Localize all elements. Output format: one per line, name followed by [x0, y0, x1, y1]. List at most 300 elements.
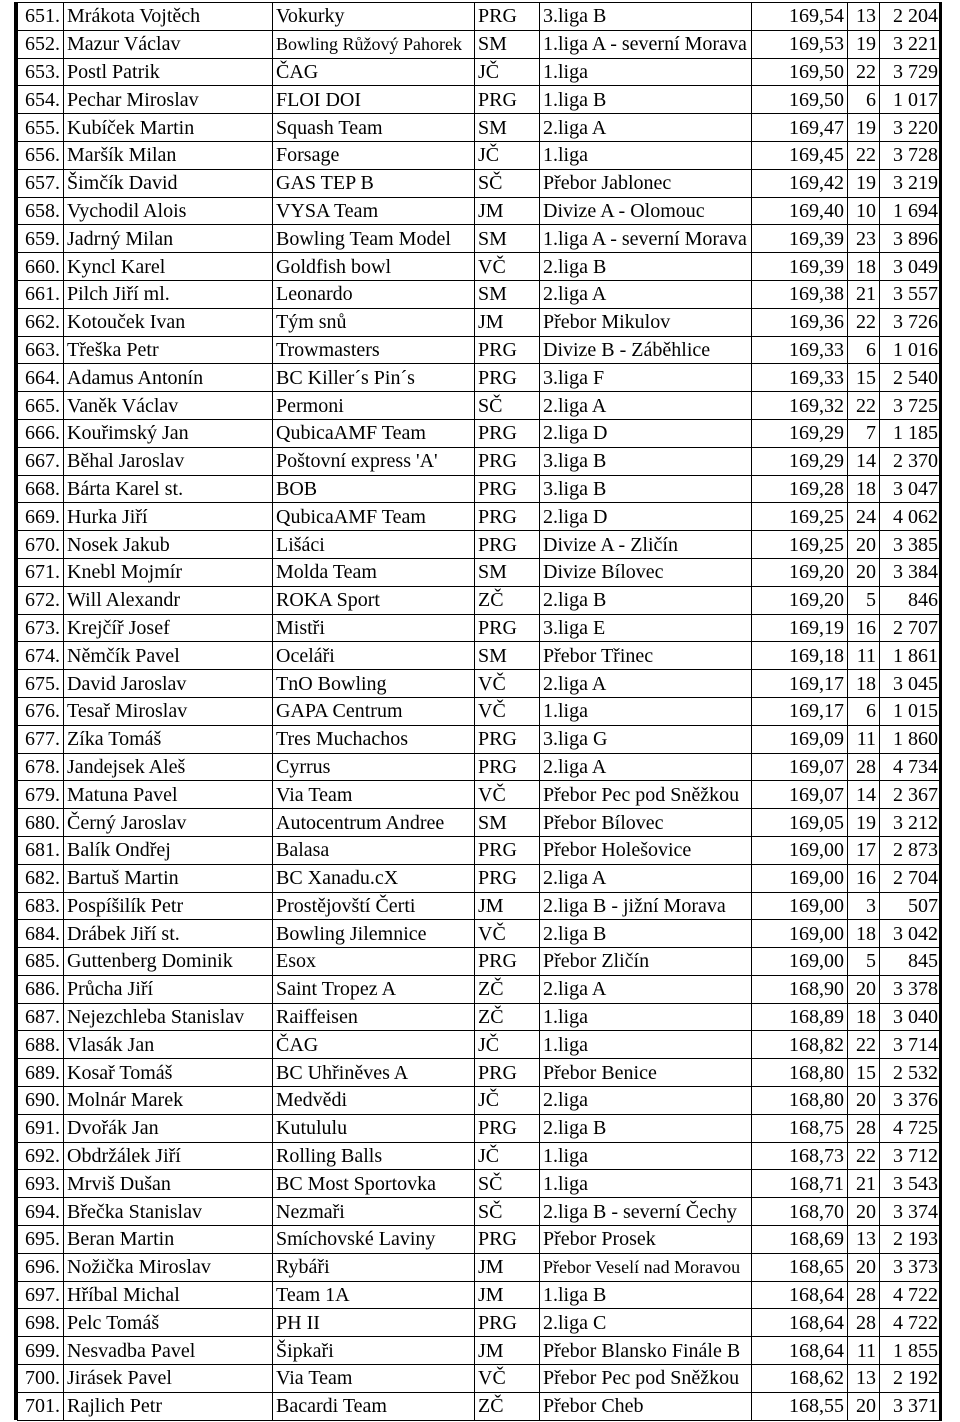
table-row — [18, 948, 942, 976]
cell-total-pins: 1 694 — [880, 197, 942, 225]
cell-team-name: Poštovní express 'A' — [273, 447, 475, 475]
cell-games: 13 — [848, 1365, 880, 1393]
cell-average: 169,54 — [752, 3, 848, 31]
cell-player-name: Adamus Antonín — [64, 364, 273, 392]
cell-region: SČ — [475, 1170, 540, 1198]
cell-rank: 669. — [18, 503, 64, 531]
cell-average: 169,00 — [752, 864, 848, 892]
cell-total-pins: 4 722 — [880, 1281, 942, 1309]
table-row — [18, 558, 942, 586]
table-row — [18, 586, 942, 614]
cell-region: SM — [475, 558, 540, 586]
table-row — [18, 1059, 942, 1087]
cell-league: 1.liga — [540, 141, 752, 169]
cell-rank: 690. — [18, 1087, 64, 1115]
cell-player-name: Pilch Jiří ml. — [64, 280, 273, 308]
cell-team-name: Šipkaři — [273, 1337, 475, 1365]
cell-games: 6 — [848, 86, 880, 114]
cell-rank: 682. — [18, 864, 64, 892]
cell-rank: 680. — [18, 809, 64, 837]
cell-rank: 666. — [18, 419, 64, 447]
cell-total-pins: 1 016 — [880, 336, 942, 364]
table-row — [18, 364, 942, 392]
cell-player-name: Kyncl Karel — [64, 253, 273, 281]
cell-player-name: Černý Jaroslav — [64, 809, 273, 837]
cell-region: SČ — [475, 392, 540, 420]
cell-player-name: Vaněk Václav — [64, 392, 273, 420]
cell-region: JM — [475, 308, 540, 336]
cell-total-pins: 2 540 — [880, 364, 942, 392]
cell-games: 28 — [848, 753, 880, 781]
cell-team-name: Trowmasters — [273, 336, 475, 364]
cell-average: 168,69 — [752, 1226, 848, 1254]
cell-games: 21 — [848, 280, 880, 308]
table-row — [18, 836, 942, 864]
table-row — [18, 1170, 942, 1198]
cell-total-pins: 3 543 — [880, 1170, 942, 1198]
cell-player-name: Matuna Pavel — [64, 781, 273, 809]
table-row — [18, 1198, 942, 1226]
cell-player-name: Vychodil Alois — [64, 197, 273, 225]
cell-rank: 660. — [18, 253, 64, 281]
cell-player-name: Dvořák Jan — [64, 1114, 273, 1142]
cell-region: PRG — [475, 864, 540, 892]
cell-games: 15 — [848, 1059, 880, 1087]
cell-games: 20 — [848, 558, 880, 586]
cell-rank: 691. — [18, 1114, 64, 1142]
cell-team-name: BC Most Sportovka — [273, 1170, 475, 1198]
table-row — [18, 169, 942, 197]
cell-team-name: Via Team — [273, 1365, 475, 1393]
cell-total-pins: 1 015 — [880, 697, 942, 725]
ranking-table — [17, 2, 942, 1421]
cell-games: 22 — [848, 392, 880, 420]
cell-league: 1.liga — [540, 697, 752, 725]
cell-average: 169,42 — [752, 169, 848, 197]
cell-games: 7 — [848, 419, 880, 447]
cell-average: 169,19 — [752, 614, 848, 642]
table-row — [18, 920, 942, 948]
cell-team-name: FLOI DOI — [273, 86, 475, 114]
cell-rank: 692. — [18, 1142, 64, 1170]
table-row — [18, 892, 942, 920]
cell-total-pins: 2 707 — [880, 614, 942, 642]
cell-total-pins: 846 — [880, 586, 942, 614]
cell-team-name: ROKA Sport — [273, 586, 475, 614]
table-row — [18, 1365, 942, 1393]
cell-average: 169,00 — [752, 920, 848, 948]
cell-rank: 657. — [18, 169, 64, 197]
cell-rank: 697. — [18, 1281, 64, 1309]
cell-total-pins: 3 040 — [880, 1003, 942, 1031]
cell-games: 20 — [848, 1198, 880, 1226]
cell-total-pins: 3 376 — [880, 1087, 942, 1115]
table-row — [18, 1114, 942, 1142]
cell-region: JČ — [475, 141, 540, 169]
cell-team-name: Prostějovští Čerti — [273, 892, 475, 920]
cell-total-pins: 3 219 — [880, 169, 942, 197]
cell-games: 24 — [848, 503, 880, 531]
cell-team-name: Via Team — [273, 781, 475, 809]
cell-league: 1.liga — [540, 58, 752, 86]
cell-league: 3.liga B — [540, 3, 752, 31]
cell-games: 6 — [848, 336, 880, 364]
cell-rank: 672. — [18, 586, 64, 614]
cell-rank: 658. — [18, 197, 64, 225]
cell-total-pins: 3 385 — [880, 531, 942, 559]
cell-league: 2.liga A — [540, 864, 752, 892]
cell-league: 3.liga B — [540, 447, 752, 475]
cell-average: 169,07 — [752, 781, 848, 809]
cell-average: 169,33 — [752, 336, 848, 364]
cell-league: 2.liga — [540, 1087, 752, 1115]
cell-team-name: GAPA Centrum — [273, 697, 475, 725]
cell-team-name: VYSA Team — [273, 197, 475, 225]
cell-rank: 681. — [18, 836, 64, 864]
cell-average: 169,29 — [752, 447, 848, 475]
cell-total-pins: 3 212 — [880, 809, 942, 837]
table-row — [18, 141, 942, 169]
cell-average: 169,25 — [752, 531, 848, 559]
cell-league: 2.liga D — [540, 419, 752, 447]
cell-average: 169,09 — [752, 725, 848, 753]
cell-region: PRG — [475, 336, 540, 364]
cell-league: Přebor Veselí nad Moravou — [540, 1253, 752, 1281]
cell-region: VČ — [475, 781, 540, 809]
table-row — [18, 1309, 942, 1337]
cell-player-name: Kouřimský Jan — [64, 419, 273, 447]
table-row — [18, 58, 942, 86]
cell-team-name: Goldfish bowl — [273, 253, 475, 281]
cell-average: 169,53 — [752, 30, 848, 58]
cell-player-name: David Jaroslav — [64, 670, 273, 698]
cell-player-name: Průcha Jiří — [64, 975, 273, 1003]
cell-total-pins: 3 896 — [880, 225, 942, 253]
cell-player-name: Vlasák Jan — [64, 1031, 273, 1059]
cell-team-name: GAS TEP B — [273, 169, 475, 197]
cell-rank: 688. — [18, 1031, 64, 1059]
cell-player-name: Pospíšilík Petr — [64, 892, 273, 920]
cell-league: 1.liga — [540, 1142, 752, 1170]
cell-team-name: Kutululu — [273, 1114, 475, 1142]
cell-league: 3.liga F — [540, 364, 752, 392]
cell-games: 6 — [848, 697, 880, 725]
cell-region: PRG — [475, 948, 540, 976]
table-row — [18, 864, 942, 892]
cell-games: 28 — [848, 1114, 880, 1142]
cell-team-name: BC Killer´s Pin´s — [273, 364, 475, 392]
cell-rank: 684. — [18, 920, 64, 948]
cell-average: 169,39 — [752, 253, 848, 281]
table-row — [18, 3, 942, 31]
cell-region: PRG — [475, 475, 540, 503]
cell-player-name: Nejezchleba Stanislav — [64, 1003, 273, 1031]
cell-average: 169,33 — [752, 364, 848, 392]
cell-team-name: Tres Muchachos — [273, 725, 475, 753]
cell-region: ZČ — [475, 975, 540, 1003]
cell-region: PRG — [475, 503, 540, 531]
cell-average: 169,20 — [752, 558, 848, 586]
cell-games: 16 — [848, 864, 880, 892]
cell-player-name: Balík Ondřej — [64, 836, 273, 864]
cell-region: PRG — [475, 614, 540, 642]
cell-games: 28 — [848, 1281, 880, 1309]
cell-league: 2.liga C — [540, 1309, 752, 1337]
cell-total-pins: 3 378 — [880, 975, 942, 1003]
cell-region: PRG — [475, 364, 540, 392]
cell-average: 168,80 — [752, 1059, 848, 1087]
cell-rank: 673. — [18, 614, 64, 642]
cell-region: SM — [475, 280, 540, 308]
cell-league: Přebor Holešovice — [540, 836, 752, 864]
cell-region: SM — [475, 809, 540, 837]
cell-average: 169,00 — [752, 836, 848, 864]
cell-player-name: Krejčíř Josef — [64, 614, 273, 642]
table-row — [18, 503, 942, 531]
cell-rank: 664. — [18, 364, 64, 392]
cell-team-name: Medvědi — [273, 1087, 475, 1115]
cell-league: 1.liga — [540, 1031, 752, 1059]
cell-total-pins: 1 017 — [880, 86, 942, 114]
table-row — [18, 781, 942, 809]
cell-league: 3.liga E — [540, 614, 752, 642]
cell-rank: 668. — [18, 475, 64, 503]
cell-average: 169,38 — [752, 280, 848, 308]
table-row — [18, 475, 942, 503]
cell-average: 168,64 — [752, 1337, 848, 1365]
cell-team-name: Rybáři — [273, 1253, 475, 1281]
cell-rank: 661. — [18, 280, 64, 308]
cell-league: 1.liga — [540, 1170, 752, 1198]
cell-total-pins: 4 734 — [880, 753, 942, 781]
cell-team-name: Raiffeisen — [273, 1003, 475, 1031]
table-row — [18, 809, 942, 837]
cell-player-name: Pelc Tomáš — [64, 1309, 273, 1337]
cell-total-pins: 3 049 — [880, 253, 942, 281]
table-row — [18, 86, 942, 114]
cell-team-name: Saint Tropez A — [273, 975, 475, 1003]
cell-league: 2.liga B — [540, 253, 752, 281]
table-row — [18, 392, 942, 420]
cell-league: 1.liga A - severní Morava — [540, 225, 752, 253]
cell-games: 22 — [848, 308, 880, 336]
cell-league: 2.liga A — [540, 114, 752, 142]
cell-player-name: Němčík Pavel — [64, 642, 273, 670]
cell-league: Přebor Třinec — [540, 642, 752, 670]
cell-region: JM — [475, 197, 540, 225]
cell-team-name: Bowling Růžový Pahorek — [273, 30, 475, 58]
cell-team-name: Autocentrum Andree — [273, 809, 475, 837]
cell-games: 18 — [848, 670, 880, 698]
cell-total-pins: 2 704 — [880, 864, 942, 892]
cell-league: Divize A - Olomouc — [540, 197, 752, 225]
cell-player-name: Rajlich Petr — [64, 1392, 273, 1420]
table-row — [18, 30, 942, 58]
cell-team-name: ČAG — [273, 58, 475, 86]
cell-games: 19 — [848, 114, 880, 142]
cell-average: 168,82 — [752, 1031, 848, 1059]
table-row — [18, 753, 942, 781]
cell-region: JČ — [475, 58, 540, 86]
cell-player-name: Mazur Václav — [64, 30, 273, 58]
cell-average: 169,00 — [752, 948, 848, 976]
cell-team-name: Team 1A — [273, 1281, 475, 1309]
cell-league: 1.liga B — [540, 86, 752, 114]
cell-games: 22 — [848, 1142, 880, 1170]
cell-player-name: Knebl Mojmír — [64, 558, 273, 586]
cell-team-name: BC Xanadu.cX — [273, 864, 475, 892]
table-row — [18, 1253, 942, 1281]
cell-league: 2.liga B — [540, 920, 752, 948]
cell-player-name: Will Alexandr — [64, 586, 273, 614]
cell-league: 1.liga — [540, 1003, 752, 1031]
cell-player-name: Nožička Miroslav — [64, 1253, 273, 1281]
cell-average: 169,25 — [752, 503, 848, 531]
cell-league: 2.liga A — [540, 975, 752, 1003]
cell-rank: 676. — [18, 697, 64, 725]
cell-games: 20 — [848, 1253, 880, 1281]
cell-average: 169,36 — [752, 308, 848, 336]
table-row — [18, 114, 942, 142]
cell-league: 1.liga B — [540, 1281, 752, 1309]
cell-team-name: Forsage — [273, 141, 475, 169]
cell-player-name: Kubíček Martin — [64, 114, 273, 142]
cell-rank: 654. — [18, 86, 64, 114]
cell-player-name: Třeška Petr — [64, 336, 273, 364]
cell-total-pins: 3 047 — [880, 475, 942, 503]
cell-rank: 689. — [18, 1059, 64, 1087]
table-row — [18, 419, 942, 447]
cell-team-name: Squash Team — [273, 114, 475, 142]
cell-games: 19 — [848, 169, 880, 197]
cell-games: 19 — [848, 30, 880, 58]
cell-player-name: Guttenberg Dominik — [64, 948, 273, 976]
cell-average: 169,20 — [752, 586, 848, 614]
cell-average: 168,71 — [752, 1170, 848, 1198]
cell-team-name: QubicaAMF Team — [273, 419, 475, 447]
cell-average: 169,40 — [752, 197, 848, 225]
cell-games: 22 — [848, 1031, 880, 1059]
table-row — [18, 670, 942, 698]
cell-rank: 685. — [18, 948, 64, 976]
cell-rank: 683. — [18, 892, 64, 920]
cell-team-name: QubicaAMF Team — [273, 503, 475, 531]
cell-average: 168,90 — [752, 975, 848, 1003]
cell-average: 169,29 — [752, 419, 848, 447]
cell-player-name: Zíka Tomáš — [64, 725, 273, 753]
table-row — [18, 1031, 942, 1059]
cell-games: 20 — [848, 1087, 880, 1115]
cell-total-pins: 3 712 — [880, 1142, 942, 1170]
table-row — [18, 1392, 942, 1420]
cell-total-pins: 1 185 — [880, 419, 942, 447]
cell-league: 2.liga B - severní Čechy — [540, 1198, 752, 1226]
cell-rank: 693. — [18, 1170, 64, 1198]
cell-team-name: BOB — [273, 475, 475, 503]
cell-league: Přebor Jablonec — [540, 169, 752, 197]
cell-player-name: Jirásek Pavel — [64, 1365, 273, 1393]
cell-region: PRG — [475, 1114, 540, 1142]
cell-games: 15 — [848, 364, 880, 392]
cell-total-pins: 4 062 — [880, 503, 942, 531]
cell-average: 168,70 — [752, 1198, 848, 1226]
table-row — [18, 1142, 942, 1170]
cell-total-pins: 1 860 — [880, 725, 942, 753]
cell-league: 2.liga A — [540, 392, 752, 420]
cell-region: JČ — [475, 1142, 540, 1170]
cell-rank: 687. — [18, 1003, 64, 1031]
cell-games: 23 — [848, 225, 880, 253]
cell-total-pins: 3 373 — [880, 1253, 942, 1281]
cell-total-pins: 3 726 — [880, 308, 942, 336]
cell-rank: 678. — [18, 753, 64, 781]
cell-average: 168,75 — [752, 1114, 848, 1142]
cell-region: JM — [475, 892, 540, 920]
cell-total-pins: 3 042 — [880, 920, 942, 948]
cell-total-pins: 3 714 — [880, 1031, 942, 1059]
cell-total-pins: 3 557 — [880, 280, 942, 308]
cell-region: JČ — [475, 1087, 540, 1115]
cell-region: VČ — [475, 1365, 540, 1393]
cell-team-name: Nezmaři — [273, 1198, 475, 1226]
cell-league: Přebor Cheb — [540, 1392, 752, 1420]
cell-games: 11 — [848, 1337, 880, 1365]
cell-rank: 653. — [18, 58, 64, 86]
cell-region: VČ — [475, 253, 540, 281]
cell-rank: 665. — [18, 392, 64, 420]
cell-average: 168,65 — [752, 1253, 848, 1281]
cell-games: 11 — [848, 642, 880, 670]
cell-average: 169,07 — [752, 753, 848, 781]
cell-average: 168,80 — [752, 1087, 848, 1115]
cell-games: 10 — [848, 197, 880, 225]
cell-games: 16 — [848, 614, 880, 642]
cell-average: 169,17 — [752, 670, 848, 698]
cell-total-pins: 845 — [880, 948, 942, 976]
cell-games: 5 — [848, 948, 880, 976]
cell-average: 168,73 — [752, 1142, 848, 1170]
cell-region: JM — [475, 1253, 540, 1281]
cell-rank: 698. — [18, 1309, 64, 1337]
cell-games: 28 — [848, 1309, 880, 1337]
cell-region: SČ — [475, 1198, 540, 1226]
table-row — [18, 614, 942, 642]
cell-player-name: Molnár Marek — [64, 1087, 273, 1115]
cell-games: 18 — [848, 253, 880, 281]
cell-games: 5 — [848, 586, 880, 614]
ranking-rows — [18, 3, 942, 1421]
cell-average: 169,05 — [752, 809, 848, 837]
cell-total-pins: 4 722 — [880, 1309, 942, 1337]
cell-player-name: Jandejsek Aleš — [64, 753, 273, 781]
cell-games: 20 — [848, 975, 880, 1003]
cell-region: SM — [475, 114, 540, 142]
cell-league: Divize A - Zličín — [540, 531, 752, 559]
cell-rank: 686. — [18, 975, 64, 1003]
cell-league: 2.liga B - jižní Morava — [540, 892, 752, 920]
cell-region: PRG — [475, 725, 540, 753]
table-row — [18, 642, 942, 670]
cell-region: SČ — [475, 169, 540, 197]
cell-total-pins: 3 384 — [880, 558, 942, 586]
cell-total-pins: 3 045 — [880, 670, 942, 698]
cell-league: 2.liga A — [540, 670, 752, 698]
table-row — [18, 1337, 942, 1365]
cell-region: JM — [475, 1337, 540, 1365]
cell-league: 3.liga B — [540, 475, 752, 503]
cell-region: PRG — [475, 3, 540, 31]
cell-region: VČ — [475, 670, 540, 698]
